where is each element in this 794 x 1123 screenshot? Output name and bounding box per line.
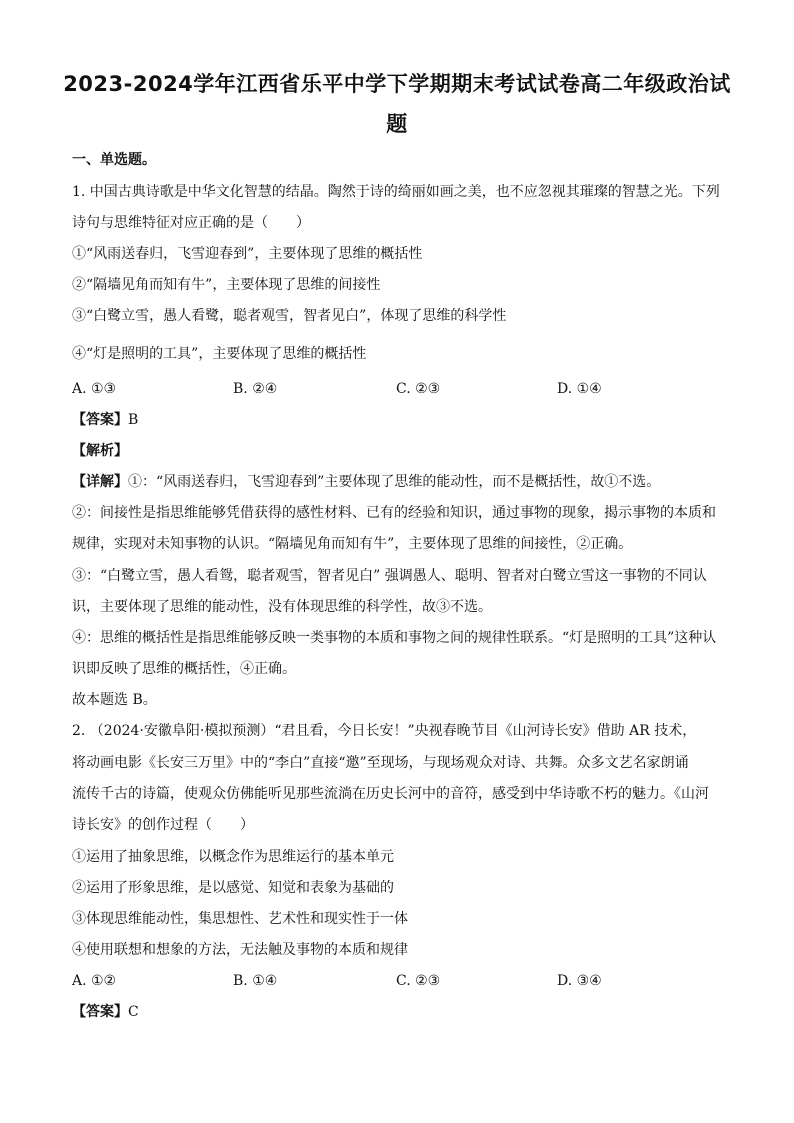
detail-text: ①：“风雨送春归，飞雪迎春到”主要体现了思维的能动性，而不是概括性，故①不选。 [128,474,661,490]
answer-value: B [128,412,139,428]
q1-detail-line5: 识，主要体现了思维的能动性，没有体现思维的科学性，故③不选。 [72,599,492,615]
q1-detail-line6: ④：思维的概括性是指思维能够反映一类事物的本质和事物之间的规律性联系。“灯是照明的工具”这种认 [72,630,717,646]
q1-stem-line2: 诗句与思维特征对应正确的是（ ） [72,215,310,231]
q2-stem-line2: 将动画电影《长安三万里》中的“李白”直接“邀”至现场，与现场观众对诗、共舞。众多文艺名家朗诵 [72,755,689,771]
q1-conclusion: 故本题选 B。 [72,692,157,708]
q2-item-4: ④使用联想和想象的方法，无法触及事物的本质和规律 [72,942,408,958]
q2-stem-line1: 2. （2024·安徽阜阳·模拟预测）“君且看，今日长安！”央视春晚节目《山河诗长安》借助 AR 技术， [72,723,697,739]
q1-detail-line7: 识即反映了思维的概括性，④正确。 [72,661,296,677]
q1-option-c: C. ②③ [396,381,441,397]
q1-option-a: A. ①③ [72,381,117,397]
q1-answer [72,413,138,427]
q2-item-2: ②运用了形象思维，是以感觉、知觉和表象为基础的 [72,880,394,896]
q1-option-d: D. ①④ [557,381,602,397]
q2-item-1: ①运用了抽象思维，以概念作为思维运行的基本单元 [72,849,394,865]
answer-label: 【答案】 [72,412,128,428]
q2-answer [72,1005,139,1019]
section-heading: 一、单选题。 [72,152,156,168]
q1-item-2: ②“隔墙见角而知有牛”，主要体现了思维的间接性 [72,277,381,293]
q2-option-b: B. ①④ [233,973,278,989]
q1-item-1: ①“风雨送春归，飞雪迎春到”，主要体现了思维的概括性 [72,246,423,262]
doc-title-line1: 2023-2024学年江西省乐平中学下学期期末考试试卷高二年级政治试 [63,72,731,96]
q2-option-c: C. ②③ [396,973,441,989]
doc-title-line2: 题 [386,112,408,136]
detail-label: 【详解】 [72,474,128,490]
q1-item-4: ④“灯是照明的工具”，主要体现了思维的概括性 [72,346,367,362]
answer-value: C [128,1004,139,1020]
q2-stem-line3: 流传千古的诗篇，使观众仿佛能听见那些流淌在历史长河中的音符，感受到中华诗歌不朽的魅力。《山河 [72,786,709,802]
q2-option-a: A. ①② [72,973,117,989]
q2-option-d: D. ③④ [557,973,602,989]
q1-detail-line2: ②：间接性是指思维能够凭借获得的感性材料、已有的经验和知识，通过事物的现象，揭示事物的本质和 [72,505,716,521]
q1-detail-line4: ③：“白鹭立雪，愚人看鸳，聪者观雪，智者见白” 强调愚人、聪明、智者对白鹭立雪这一事物的不同认 [72,568,707,584]
q2-stem-line4: 诗长安》的创作过程（ ） [72,817,254,833]
q1-option-b: B. ②④ [233,381,278,397]
analysis-label: 【解析】 [72,443,128,459]
q1-stem-line1: 1. 中国古典诗歌是中华文化智慧的结晶。陶然于诗的绮丽如画之美，也不应忽视其璀璨的智慧之光。下列 [72,184,720,200]
answer-label: 【答案】 [72,1004,128,1020]
q2-item-3: ③体现思维能动性，集思想性、艺术性和现实性于一体 [72,911,408,927]
q1-analysis-label [72,444,128,458]
q1-detail-line3: 规律，实现对未知事物的认识。“隔墙见角而知有牛”，主要体现了思维的间接性，②正确。 [72,536,633,552]
q1-item-3: ③“白鹭立雪，愚人看鹭，聪者观雪，智者见白”，体现了思维的科学性 [72,308,507,324]
q1-detail-line1 [72,475,660,489]
